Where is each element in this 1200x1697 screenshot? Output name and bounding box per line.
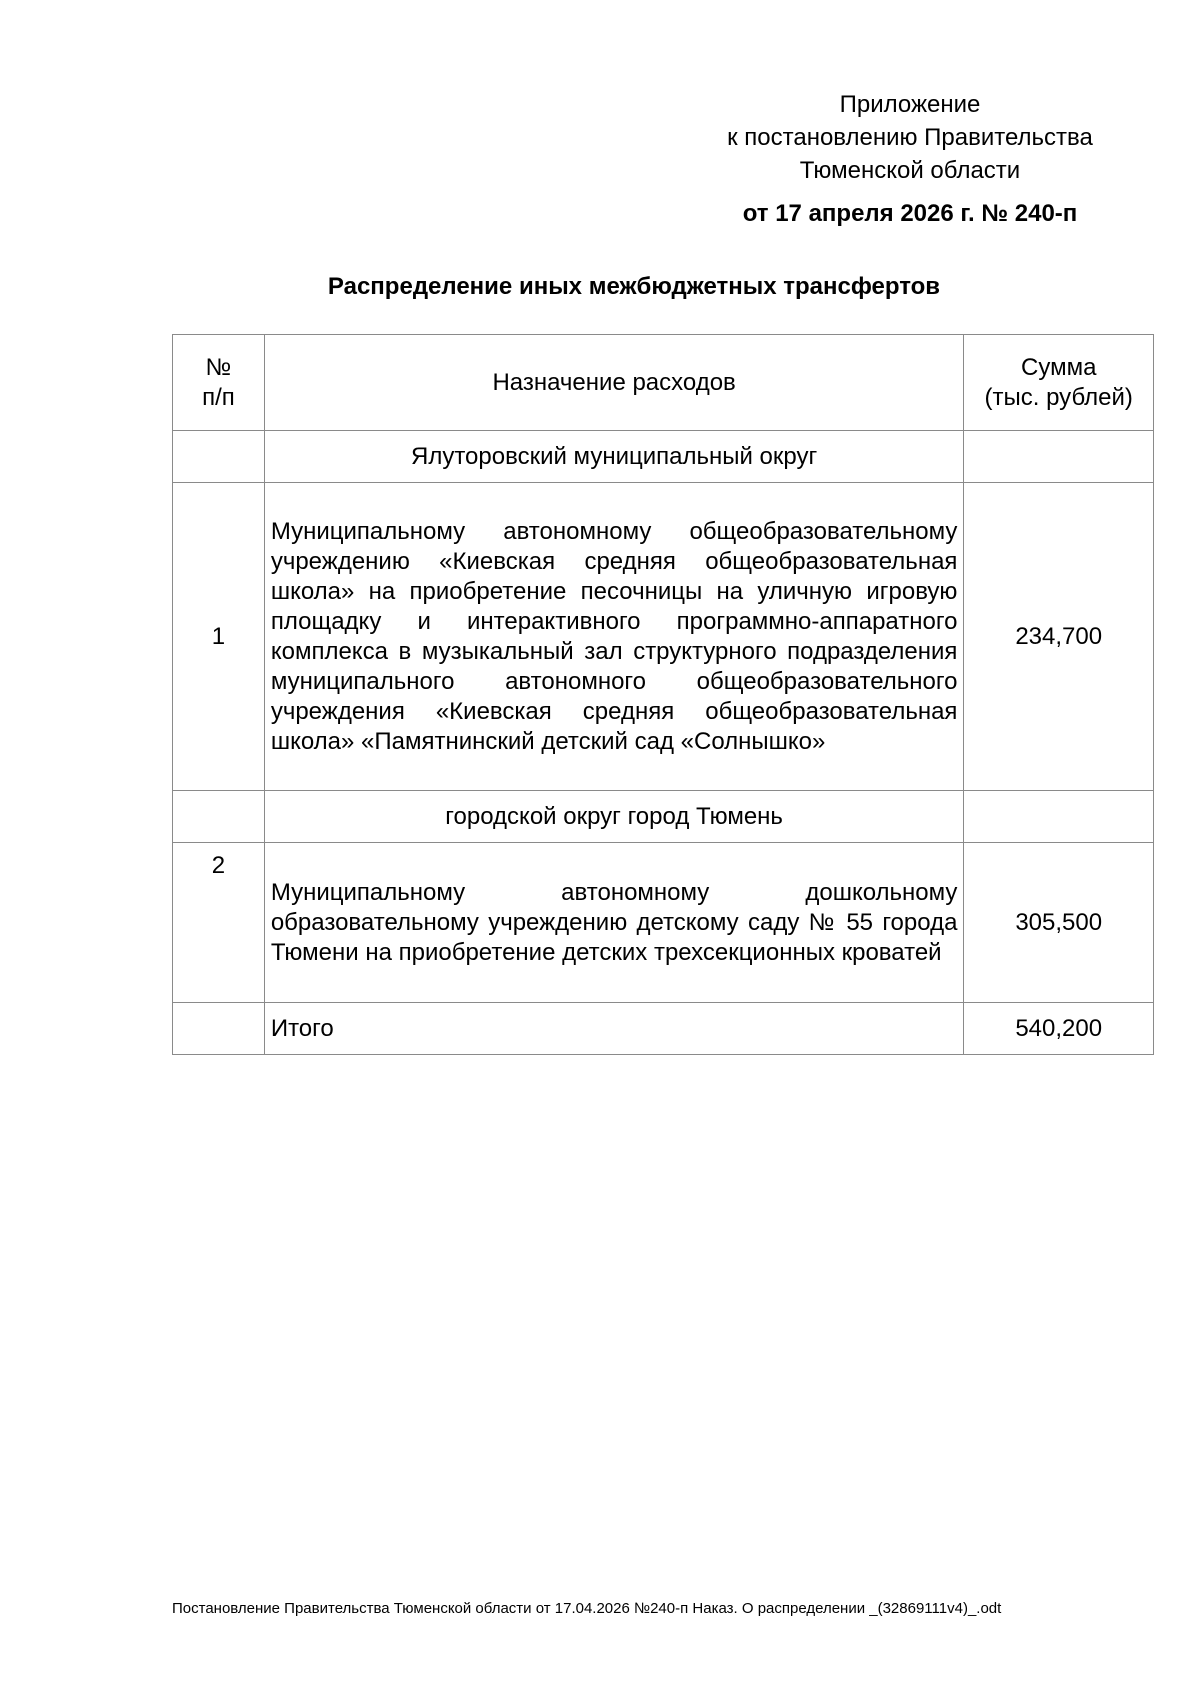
appendix-block bbox=[700, 88, 1120, 230]
region-row-tyumen bbox=[173, 791, 1154, 843]
transfers-table bbox=[172, 334, 1154, 1055]
header-purpose: Назначение расходов bbox=[264, 335, 964, 431]
appendix-label: Приложение bbox=[839, 91, 981, 118]
header-number bbox=[173, 335, 265, 431]
header-sum-unit: (тыс. рублей) bbox=[984, 383, 1133, 411]
region-name: городской округ город Тюмень bbox=[264, 791, 964, 843]
table-header-row bbox=[173, 335, 1154, 431]
header-number-pp: п/п bbox=[202, 383, 235, 411]
region-sum-cell bbox=[964, 431, 1154, 483]
total-label: Итого bbox=[264, 1003, 964, 1055]
row-purpose: Муниципальному автономному общеобразовательному учреждению «Киевская средняя общеобразовательная школа» на приобретение песочницы на уличную игровую площадку и интерактивного программно-аппаратного комплекса в музыкальный зал структурного подразделения муниципального автономного общеобразовательного учреждения «Киевская средняя общеобразовательная школа» «Памятнинский детский сад «Солнышко» bbox=[264, 483, 964, 791]
row-sum: 305,500 bbox=[964, 843, 1154, 1003]
region-sum-cell bbox=[964, 791, 1154, 843]
row-sum: 234,700 bbox=[964, 483, 1154, 791]
row-purpose: Муниципальному автономному дошкольному образовательному учреждению детскому саду № 55 города Тюмени на приобретение детских трехсекционных кроватей bbox=[264, 843, 964, 1003]
total-sum: 540,200 bbox=[964, 1003, 1154, 1055]
header-number-sign: № bbox=[205, 353, 232, 381]
table-row bbox=[173, 483, 1154, 791]
region-num-cell bbox=[173, 431, 265, 483]
region-num-cell bbox=[173, 791, 265, 843]
total-num-cell bbox=[173, 1003, 265, 1055]
decree-date-number: от 17 апреля 2026 г. № 240-п bbox=[742, 200, 1078, 227]
table-row bbox=[173, 843, 1154, 1003]
page-footer: Постановление Правительства Тюменской области от 17.04.2026 №240-п Наказ. О распределении _(32869111v4)_.odt bbox=[172, 1600, 1002, 1617]
region-row-yalutorovsk bbox=[173, 431, 1154, 483]
header-sum-label: Сумма bbox=[1021, 353, 1097, 381]
row-number: 1 bbox=[173, 483, 265, 791]
row-number: 2 bbox=[173, 843, 265, 1003]
total-row bbox=[173, 1003, 1154, 1055]
region-name: Ялуторовский муниципальный округ bbox=[264, 431, 964, 483]
document-title: Распределение иных межбюджетных трансфертов bbox=[327, 273, 941, 300]
appendix-region: Тюменской области bbox=[799, 157, 1021, 184]
appendix-to-decree: к постановлению Правительства bbox=[727, 124, 1093, 151]
header-sum bbox=[964, 335, 1154, 431]
